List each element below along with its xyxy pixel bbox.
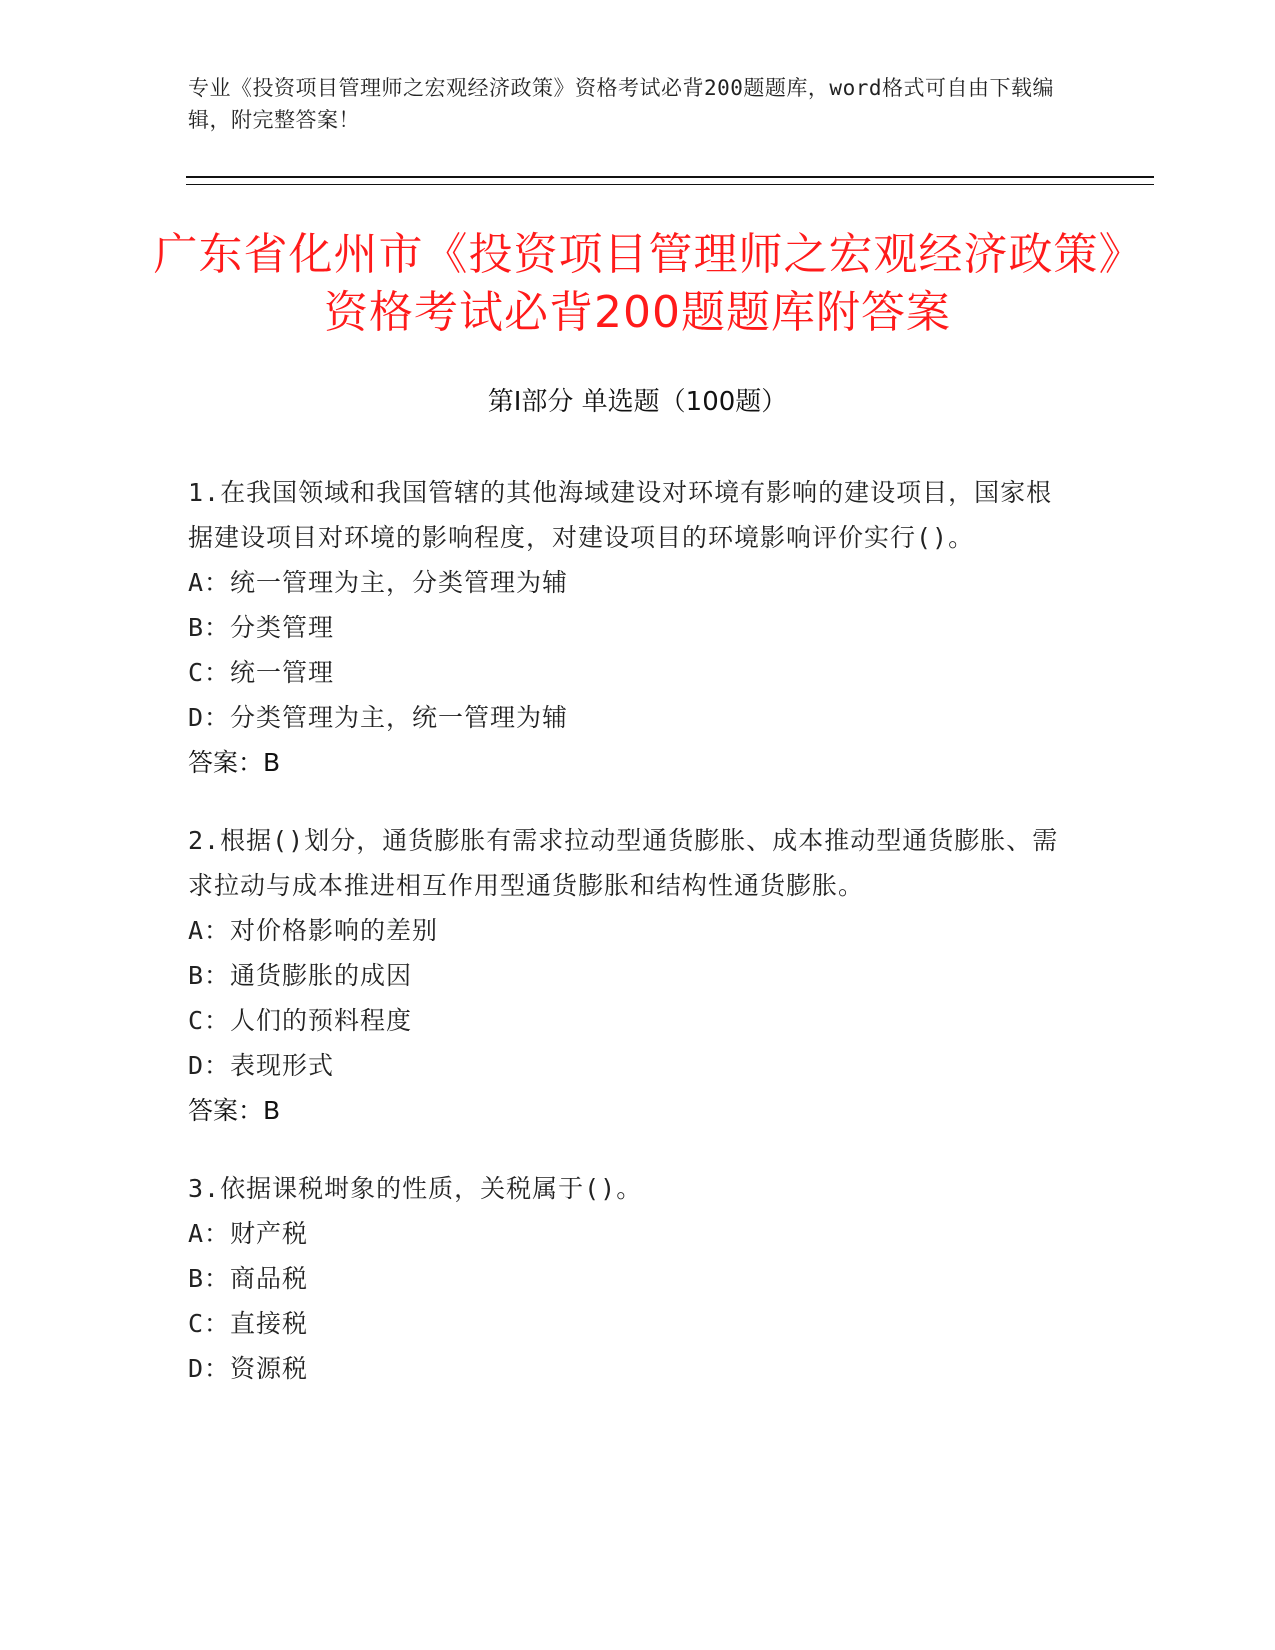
- option-a: A：财产税: [188, 1219, 309, 1248]
- option-b: B：商品税: [188, 1264, 309, 1293]
- document-title: 广东省化州市《投资项目管理师之宏观经济政策》资格考试必背200题题库附答案: [153, 229, 1122, 338]
- question-list: [188, 470, 1068, 1424]
- option-d: D：资源税: [188, 1354, 309, 1383]
- header-divider-thin: [186, 184, 1154, 185]
- option-b: B：通货膨胀的成因: [188, 961, 413, 990]
- option-c: C：统一管理: [188, 658, 335, 687]
- header-note: 专业《投资项目管理师之宏观经济政策》资格考试必背200题题库，word格式可自由下载编辑，附完整答案！: [188, 76, 1054, 132]
- question-2: [188, 818, 1068, 1133]
- option-d: D：表现形式: [188, 1051, 335, 1080]
- question-stem: 2.根据()划分，通货膨胀有需求拉动型通货膨胀、成本推动型通货膨胀、需求拉动与成本推进相互作用型通货膨胀和结构性通货膨胀。: [188, 826, 1059, 900]
- answer: 答案：B: [188, 748, 281, 777]
- option-c: C：直接税: [188, 1309, 309, 1338]
- question-stem: 1.在我国领域和我国管辖的其他海域建设对环境有影响的建设项目，国家根据建设项目对环境的影响程度，对建设项目的环境影响评价实行()。: [188, 478, 1053, 552]
- option-d: D：分类管理为主，统一管理为辅: [188, 703, 569, 732]
- question-1: [188, 470, 1068, 785]
- question-3: [188, 1166, 1068, 1391]
- option-a: A：对价格影响的差别: [188, 916, 439, 945]
- option-a: A：统一管理为主，分类管理为辅: [188, 568, 569, 597]
- section-title: 第I部分 单选题（100题）: [487, 387, 788, 417]
- option-c: C：人们的预料程度: [188, 1006, 413, 1035]
- answer: 答案：B: [188, 1096, 281, 1125]
- header-divider-thick: [186, 176, 1154, 178]
- option-b: B：分类管理: [188, 613, 335, 642]
- question-stem: 3.依据课税埘象的性质，关税属于()。: [188, 1174, 643, 1203]
